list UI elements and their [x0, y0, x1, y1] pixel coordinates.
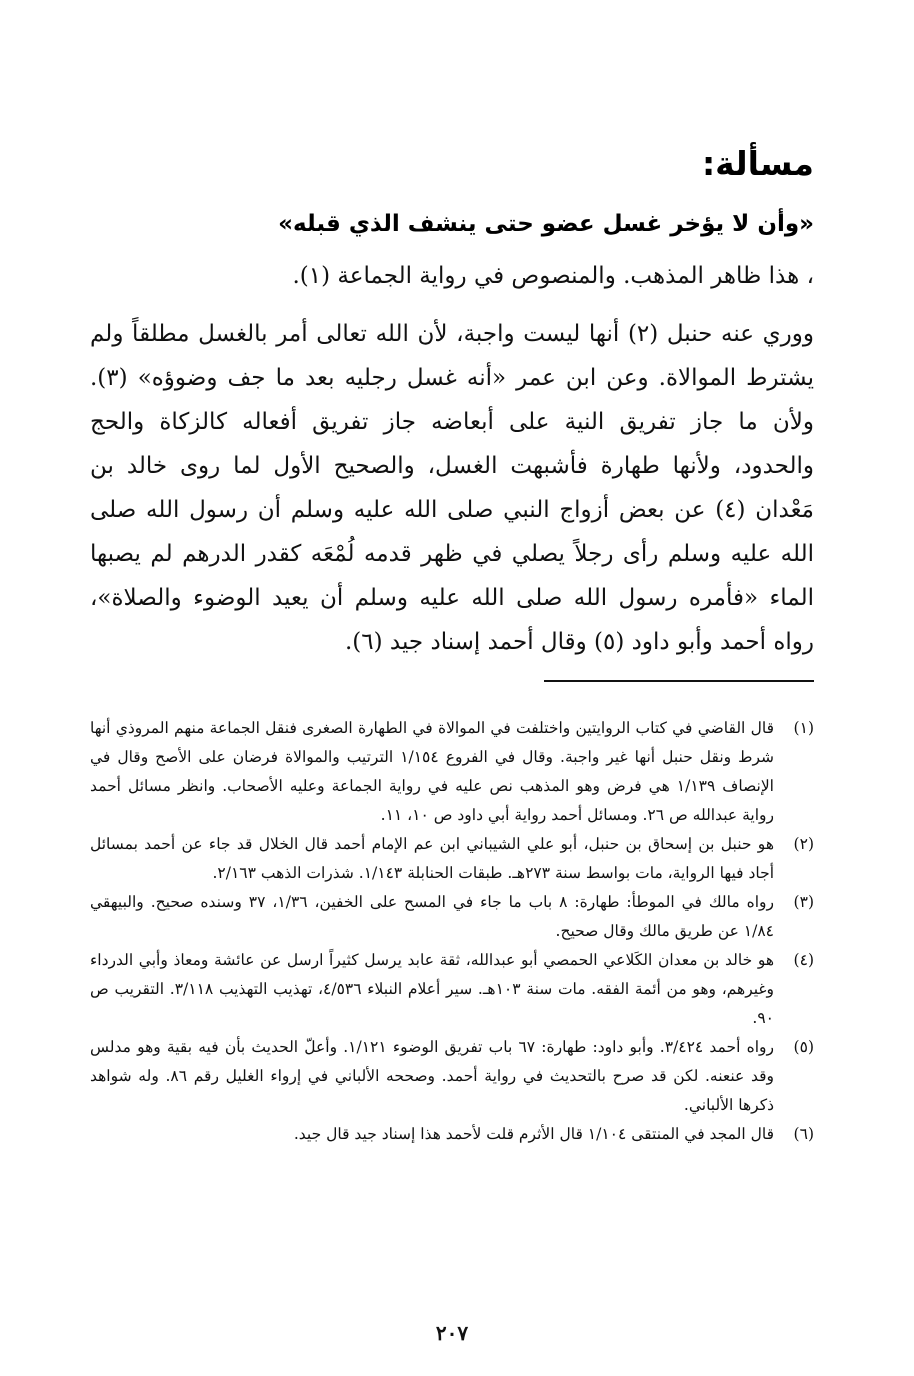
- book-page: [90, 0, 814, 1376]
- footnote-text: هو حنبل بن إسحاق بن حنبل، أبو علي الشيباني ابن عم الإمام أحمد قال الخلال قد جاء عن أحمد بمسائل أجاد فيها الرواية، مات بواسط سنة ٢٧٣هـ. طبقات الحنابلة ١/١٤٣. شذرات الذهب ٢/١٦٣.: [90, 835, 774, 882]
- page-number: ٢٠٧: [435, 1321, 469, 1345]
- footnote-text: رواه أحمد ٣/٤٢٤. وأبو داود: طهارة: ٦٧ باب تفريق الوضوء ١/١٢١. وأعلّ الحديث بأن فيه بقية وهو مدلس وقد عنعنه. لكن قد صرح بالتحديث في رواية أحمد. وصححه الألباني في إرواء الغليل رقم ٨٦. وله شواهد ذكرها الألباني.: [90, 1038, 774, 1114]
- footnote-text: هو خالد بن معدان الكَلاعي الحمصي أبو عبدالله، ثقة عابد يرسل كثيراً ارسل عن عائشة ومعاذ وأبي الدرداء وغيرهم، وهو من أئمة الفقه. مات سنة ١٠٣هـ. سير أعلام النبلاء ٤/٥٣٦، تهذيب التهذيب ٣/١١٨. التقريب ص ٩٠.: [90, 951, 775, 1027]
- footnote-text: قال القاضي في كتاب الروايتين واختلفت في الموالاة في الطهارة الصغرى فنقل الجماعة منهم المروذي أنها شرط ونقل حنبل أنها غير واجبة. وقال في الفروع ١/١٥٤ الترتيب والموالاة فرضان على الأصح وقال في الإنصاف ١/١٣٩ هي فرض وهو المذهب نص عليه في رواية الجماعة وعليه الأصحاب. وانظر مسائل أحمد رواية عبدالله ص ٢٦. ومسائل أحمد رواية أبي داود ص ١٠، ١١.: [90, 719, 774, 824]
- footnote-text: رواه مالك في الموطأ: طهارة: ٨ باب ما جاء في المسح على الخفين، ١/٣٦، ٣٧ وسنده صحيح. والبيهقي ١/٨٤ عن طريق مالك وقال صحيح.: [90, 893, 775, 940]
- footnote-number: (١): [793, 719, 814, 737]
- issue-quote: «وأن لا يؤخر غسل عضو حتى ينشف الذي قبله»: [278, 211, 814, 237]
- footnote-4: [90, 946, 814, 1033]
- footnote-2: [90, 830, 814, 888]
- main-text: [90, 254, 814, 664]
- footnote-number: (٦): [793, 1125, 814, 1143]
- footnote-number: (٣): [793, 893, 814, 911]
- footnote-1: [90, 714, 814, 830]
- main-paragraph: ووري عنه حنبل (٢) أنها ليست واجبة، لأن الله تعالى أمر بالغسل مطلقاً ولم يشترط الموالاة. وعن ابن عمر «أنه غسل رجليه بعد ما جف وضوؤه» (٣). ولأن ما جاز تفريق النية على أبعاضه جاز تفريق أفعاله كالزكاة والحج والحدود، ولأنها طهارة فأشبهت الغسل، والصحيح الأول لما روى خالد بن مَعْدان (٤) عن بعض أزواج النبي صلى الله عليه وسلم أن رسول الله صلى الله عليه وسلم رأى رجلاً يصلي في ظهر قدمه لُمْعَه كقدر الدرهم لم يصبها الماء «فأمره رسول الله صلى الله عليه وسلم أن يعيد الوضوء والصلاة»، رواه أحمد وأبو داود (٥) وقال أحمد إسناد جيد (٦).: [90, 321, 814, 655]
- lead-paragraph: ، هذا ظاهر المذهب. والمنصوص في رواية الجماعة (١).: [292, 263, 814, 289]
- footnote-number: (٢): [793, 835, 814, 853]
- issue-heading: مسألة:: [701, 144, 814, 183]
- footnote-number: (٥): [793, 1038, 814, 1056]
- footnotes: [90, 714, 814, 1149]
- footnote-separator: [544, 680, 814, 682]
- footnote-3: [90, 888, 814, 946]
- footnote-6: [90, 1120, 814, 1149]
- footnote-number: (٤): [793, 951, 814, 969]
- footnote-5: [90, 1033, 814, 1120]
- footnote-text: قال المجد في المنتقى ١/١٠٤ قال الأثرم قلت لأحمد هذا إسناد جيد قال جيد.: [293, 1125, 774, 1143]
